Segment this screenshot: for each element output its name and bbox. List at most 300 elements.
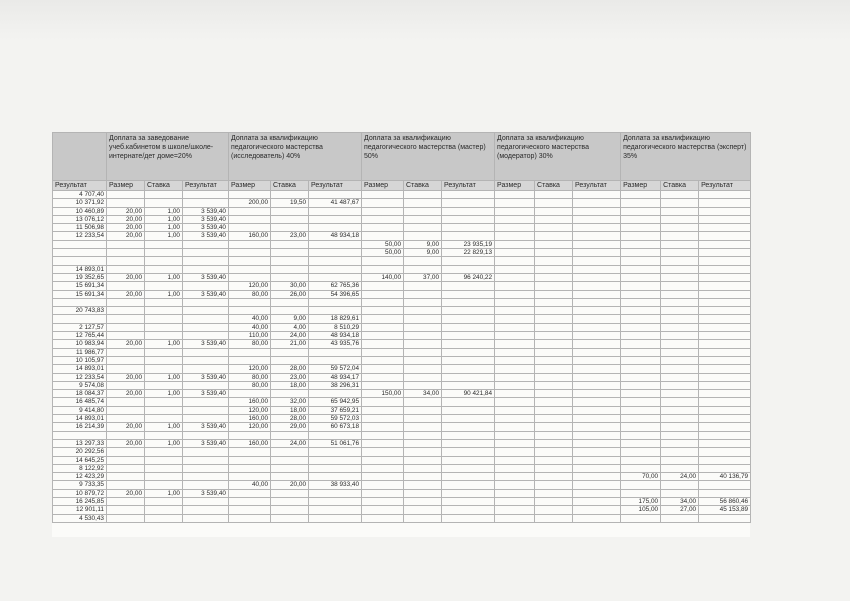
- table-cell: [229, 489, 271, 497]
- table-cell: 1,00: [145, 340, 183, 348]
- table-cell: [229, 464, 271, 472]
- table-cell: [309, 215, 362, 223]
- table-cell: [404, 481, 442, 489]
- table-cell: [309, 464, 362, 472]
- column-header: Результат: [699, 181, 751, 191]
- table-cell: [183, 307, 229, 315]
- table-cell: [145, 199, 183, 207]
- table-cell: [404, 514, 442, 522]
- table-cell: [661, 481, 699, 489]
- table-cell: [661, 191, 699, 199]
- table-cell: [495, 249, 535, 257]
- header-group-expert: Доплата за квалификацию педагогического мастерства (эксперт) 35%: [621, 133, 751, 181]
- table-cell: [404, 439, 442, 447]
- table-cell: [535, 282, 573, 290]
- table-cell: 34,00: [404, 390, 442, 398]
- table-cell: [535, 497, 573, 505]
- table-row: [53, 257, 751, 265]
- table-cell: [183, 365, 229, 373]
- table-cell: [573, 290, 621, 298]
- table-cell: [404, 340, 442, 348]
- table-cell: [699, 191, 751, 199]
- table-cell: 34,00: [661, 497, 699, 505]
- table-cell: 10 460,89: [53, 207, 107, 215]
- table-row: [53, 240, 751, 248]
- table-cell: 14 893,01: [53, 265, 107, 273]
- table-row: [53, 514, 751, 522]
- table-cell: [573, 365, 621, 373]
- table-cell: [699, 257, 751, 265]
- spreadsheet-page: [52, 132, 750, 537]
- table-cell: [621, 439, 661, 447]
- table-cell: [495, 340, 535, 348]
- table-cell: [229, 240, 271, 248]
- table-cell: [362, 215, 404, 223]
- table-cell: 48 934,18: [309, 232, 362, 240]
- table-cell: 20,00: [107, 423, 145, 431]
- table-cell: [535, 456, 573, 464]
- table-cell: 1,00: [145, 207, 183, 215]
- table-cell: 20,00: [107, 273, 145, 281]
- table-cell: [495, 215, 535, 223]
- table-cell: 160,00: [229, 415, 271, 423]
- table-cell: [573, 473, 621, 481]
- table-cell: [442, 381, 495, 389]
- header-group-classroom: Доплата за заведование учеб.кабинетом в школе/школе-интернате/дет доме=20%: [107, 133, 229, 181]
- table-cell: [621, 464, 661, 472]
- table-cell: [442, 506, 495, 514]
- table-row: [53, 415, 751, 423]
- table-cell: [271, 356, 309, 364]
- table-cell: [183, 406, 229, 414]
- table-cell: 19 352,65: [53, 273, 107, 281]
- table-cell: [145, 448, 183, 456]
- table-cell: 12 233,54: [53, 373, 107, 381]
- table-cell: [271, 390, 309, 398]
- table-cell: [621, 249, 661, 257]
- table-cell: [362, 332, 404, 340]
- table-cell: [404, 423, 442, 431]
- table-cell: [535, 249, 573, 257]
- table-cell: [699, 514, 751, 522]
- table-cell: [661, 290, 699, 298]
- table-cell: [145, 265, 183, 273]
- table-cell: [362, 224, 404, 232]
- table-cell: [661, 431, 699, 439]
- table-cell: 20,00: [107, 340, 145, 348]
- column-header: Ставка: [145, 181, 183, 191]
- table-cell: 24,00: [661, 473, 699, 481]
- table-cell: 4 707,40: [53, 191, 107, 199]
- table-cell: 160,00: [229, 439, 271, 447]
- table-cell: [229, 215, 271, 223]
- table-cell: [145, 506, 183, 514]
- table-cell: [309, 473, 362, 481]
- table-cell: [573, 191, 621, 199]
- table-cell: [404, 356, 442, 364]
- table-cell: 160,00: [229, 398, 271, 406]
- table-cell: [535, 481, 573, 489]
- table-cell: [309, 431, 362, 439]
- table-cell: [621, 323, 661, 331]
- table-row: [53, 423, 751, 431]
- table-cell: [183, 464, 229, 472]
- table-cell: [661, 464, 699, 472]
- table-cell: [145, 415, 183, 423]
- table-cell: 120,00: [229, 365, 271, 373]
- table-cell: [495, 497, 535, 505]
- table-cell: [271, 497, 309, 505]
- table-cell: [271, 514, 309, 522]
- table-cell: 2 127,57: [53, 323, 107, 331]
- table-cell: [271, 191, 309, 199]
- table-cell: [573, 265, 621, 273]
- table-cell: [362, 282, 404, 290]
- table-cell: [495, 431, 535, 439]
- table-row: [53, 323, 751, 331]
- table-cell: [495, 373, 535, 381]
- table-cell: [442, 356, 495, 364]
- table-cell: 16 245,85: [53, 497, 107, 505]
- table-cell: [309, 497, 362, 505]
- table-cell: [229, 356, 271, 364]
- table-cell: 9 414,80: [53, 406, 107, 414]
- table-cell: 20,00: [107, 290, 145, 298]
- table-cell: [699, 390, 751, 398]
- table-cell: 3 539,40: [183, 340, 229, 348]
- table-cell: [107, 506, 145, 514]
- table-cell: [621, 232, 661, 240]
- table-cell: [699, 406, 751, 414]
- table-cell: 4 530,43: [53, 514, 107, 522]
- column-header: Размер: [621, 181, 661, 191]
- table-cell: [573, 282, 621, 290]
- table-cell: 80,00: [229, 290, 271, 298]
- table-cell: [621, 489, 661, 497]
- table-cell: 18 084,37: [53, 390, 107, 398]
- table-cell: [621, 199, 661, 207]
- table-cell: [535, 365, 573, 373]
- table-cell: [404, 448, 442, 456]
- table-cell: [495, 199, 535, 207]
- table-cell: [53, 315, 107, 323]
- table-cell: [621, 273, 661, 281]
- table-cell: [309, 257, 362, 265]
- table-row: [53, 282, 751, 290]
- table-cell: 24,00: [271, 439, 309, 447]
- table-cell: [362, 265, 404, 273]
- table-cell: [661, 373, 699, 381]
- table-cell: [229, 257, 271, 265]
- table-cell: [699, 489, 751, 497]
- column-header: Результат: [183, 181, 229, 191]
- table-cell: [107, 356, 145, 364]
- table-cell: [573, 315, 621, 323]
- table-cell: [229, 207, 271, 215]
- table-row: [53, 199, 751, 207]
- table-cell: [699, 332, 751, 340]
- table-cell: [535, 390, 573, 398]
- table-cell: 1,00: [145, 423, 183, 431]
- table-cell: [495, 356, 535, 364]
- table-cell: [362, 191, 404, 199]
- table-cell: [145, 240, 183, 248]
- table-cell: 120,00: [229, 423, 271, 431]
- table-cell: [535, 489, 573, 497]
- table-cell: [442, 439, 495, 447]
- table-cell: [442, 282, 495, 290]
- table-cell: [362, 431, 404, 439]
- table-cell: [573, 506, 621, 514]
- table-cell: [145, 481, 183, 489]
- table-cell: 1,00: [145, 215, 183, 223]
- table-cell: [442, 315, 495, 323]
- table-cell: [183, 323, 229, 331]
- table-cell: [107, 240, 145, 248]
- table-cell: 10 879,72: [53, 489, 107, 497]
- table-cell: [442, 406, 495, 414]
- table-cell: 41 487,67: [309, 199, 362, 207]
- table-cell: 40,00: [229, 481, 271, 489]
- table-cell: 48 934,17: [309, 373, 362, 381]
- table-cell: [404, 265, 442, 273]
- table-cell: [309, 191, 362, 199]
- table-cell: [107, 497, 145, 505]
- table-cell: [699, 356, 751, 364]
- table-cell: 12 423,29: [53, 473, 107, 481]
- table-cell: [107, 431, 145, 439]
- table-cell: [535, 356, 573, 364]
- table-cell: [495, 257, 535, 265]
- table-cell: 15 691,34: [53, 282, 107, 290]
- table-cell: [535, 439, 573, 447]
- table-cell: [573, 431, 621, 439]
- table-cell: [404, 497, 442, 505]
- table-cell: [107, 481, 145, 489]
- table-cell: [442, 332, 495, 340]
- table-cell: [495, 489, 535, 497]
- table-cell: 19,50: [271, 199, 309, 207]
- table-cell: [699, 298, 751, 306]
- table-cell: 14 645,25: [53, 456, 107, 464]
- table-cell: [535, 307, 573, 315]
- table-cell: [573, 406, 621, 414]
- table-cell: [661, 489, 699, 497]
- table-cell: [271, 348, 309, 356]
- table-cell: 1,00: [145, 439, 183, 447]
- table-row: [53, 207, 751, 215]
- table-cell: [53, 257, 107, 265]
- table-row: [53, 365, 751, 373]
- table-cell: [362, 356, 404, 364]
- table-cell: 8 122,92: [53, 464, 107, 472]
- table-cell: [145, 307, 183, 315]
- table-cell: [362, 323, 404, 331]
- table-cell: [535, 340, 573, 348]
- table-cell: [271, 473, 309, 481]
- table-cell: [442, 207, 495, 215]
- table-cell: [229, 506, 271, 514]
- table-cell: [442, 348, 495, 356]
- table-cell: [183, 514, 229, 522]
- table-cell: [183, 415, 229, 423]
- table-cell: 27,00: [661, 506, 699, 514]
- table-cell: [404, 298, 442, 306]
- table-cell: [271, 307, 309, 315]
- table-cell: 12 233,54: [53, 232, 107, 240]
- table-cell: [699, 365, 751, 373]
- table-cell: [362, 307, 404, 315]
- table-cell: [699, 207, 751, 215]
- table-cell: [107, 381, 145, 389]
- table-cell: [404, 257, 442, 265]
- table-cell: [183, 191, 229, 199]
- table-cell: [229, 456, 271, 464]
- table-row: [53, 497, 751, 505]
- table-cell: [362, 456, 404, 464]
- table-cell: 175,00: [621, 497, 661, 505]
- table-cell: [442, 323, 495, 331]
- table-cell: [309, 514, 362, 522]
- table-cell: [661, 514, 699, 522]
- table-cell: [573, 257, 621, 265]
- table-cell: [362, 497, 404, 505]
- table-cell: 59 572,03: [309, 415, 362, 423]
- column-header: Ставка: [404, 181, 442, 191]
- table-cell: [362, 199, 404, 207]
- table-cell: [404, 224, 442, 232]
- table-cell: [621, 381, 661, 389]
- table-cell: [535, 398, 573, 406]
- table-cell: [699, 381, 751, 389]
- header-group-moderator: Доплата за квалификацию педагогического мастерства (модератор) 30%: [495, 133, 621, 181]
- table-cell: [145, 323, 183, 331]
- table-cell: [404, 381, 442, 389]
- table-cell: [362, 406, 404, 414]
- table-cell: [661, 415, 699, 423]
- header-group-researcher: Доплата за квалификацию педагогического мастерства (исследователь) 40%: [229, 133, 362, 181]
- table-cell: [442, 431, 495, 439]
- table-cell: 18,00: [271, 406, 309, 414]
- table-cell: [535, 232, 573, 240]
- table-cell: 140,00: [362, 273, 404, 281]
- table-cell: [621, 448, 661, 456]
- table-cell: [107, 464, 145, 472]
- table-cell: [271, 506, 309, 514]
- table-cell: 1,00: [145, 390, 183, 398]
- table-cell: [621, 215, 661, 223]
- table-cell: [495, 448, 535, 456]
- table-cell: [621, 257, 661, 265]
- table-cell: 23,00: [271, 373, 309, 381]
- table-cell: [442, 265, 495, 273]
- table-cell: 18,00: [271, 381, 309, 389]
- table-cell: [495, 473, 535, 481]
- table-cell: [271, 265, 309, 273]
- table-cell: [661, 307, 699, 315]
- table-cell: [573, 207, 621, 215]
- table-cell: [145, 315, 183, 323]
- table-cell: [699, 323, 751, 331]
- table-cell: [309, 224, 362, 232]
- table-cell: 3 539,40: [183, 373, 229, 381]
- table-cell: 3 539,40: [183, 489, 229, 497]
- table-cell: [107, 265, 145, 273]
- table-cell: [309, 273, 362, 281]
- table-cell: [661, 207, 699, 215]
- table-cell: [183, 240, 229, 248]
- table-row: [53, 224, 751, 232]
- table-cell: [535, 224, 573, 232]
- table-cell: [404, 199, 442, 207]
- table-cell: [183, 257, 229, 265]
- table-row: [53, 473, 751, 481]
- table-cell: [495, 439, 535, 447]
- table-cell: 12 901,11: [53, 506, 107, 514]
- table-cell: [271, 456, 309, 464]
- table-cell: [271, 298, 309, 306]
- table-cell: [535, 348, 573, 356]
- table-cell: [362, 348, 404, 356]
- table-cell: [495, 398, 535, 406]
- table-cell: 59 572,04: [309, 365, 362, 373]
- table-cell: [309, 390, 362, 398]
- table-cell: [442, 298, 495, 306]
- table-cell: [621, 340, 661, 348]
- table-cell: 70,00: [621, 473, 661, 481]
- table-cell: 37,00: [404, 273, 442, 281]
- table-cell: [573, 439, 621, 447]
- table-cell: [229, 473, 271, 481]
- table-cell: [699, 290, 751, 298]
- table-cell: [661, 398, 699, 406]
- table-cell: [661, 298, 699, 306]
- table-cell: [573, 199, 621, 207]
- table-cell: [699, 273, 751, 281]
- table-cell: [621, 207, 661, 215]
- table-cell: [183, 398, 229, 406]
- table-cell: [621, 290, 661, 298]
- table-cell: 26,00: [271, 290, 309, 298]
- table-cell: [495, 224, 535, 232]
- column-header: Размер: [362, 181, 404, 191]
- table-cell: [309, 506, 362, 514]
- table-cell: [621, 332, 661, 340]
- table-cell: [404, 323, 442, 331]
- table-cell: [183, 431, 229, 439]
- table-cell: [699, 215, 751, 223]
- table-cell: 20,00: [107, 439, 145, 447]
- table-cell: [535, 199, 573, 207]
- table-row: [53, 273, 751, 281]
- table-cell: [661, 323, 699, 331]
- table-cell: 62 765,36: [309, 282, 362, 290]
- table-cell: [535, 207, 573, 215]
- table-cell: [573, 464, 621, 472]
- table-cell: [495, 265, 535, 273]
- table-cell: [107, 257, 145, 265]
- table-cell: [362, 423, 404, 431]
- table-cell: [271, 464, 309, 472]
- table-cell: 21,00: [271, 340, 309, 348]
- column-header: Результат: [442, 181, 495, 191]
- table-cell: [495, 307, 535, 315]
- table-cell: [107, 448, 145, 456]
- table-cell: [535, 506, 573, 514]
- table-cell: 65 942,95: [309, 398, 362, 406]
- table-cell: [404, 215, 442, 223]
- table-cell: [362, 315, 404, 323]
